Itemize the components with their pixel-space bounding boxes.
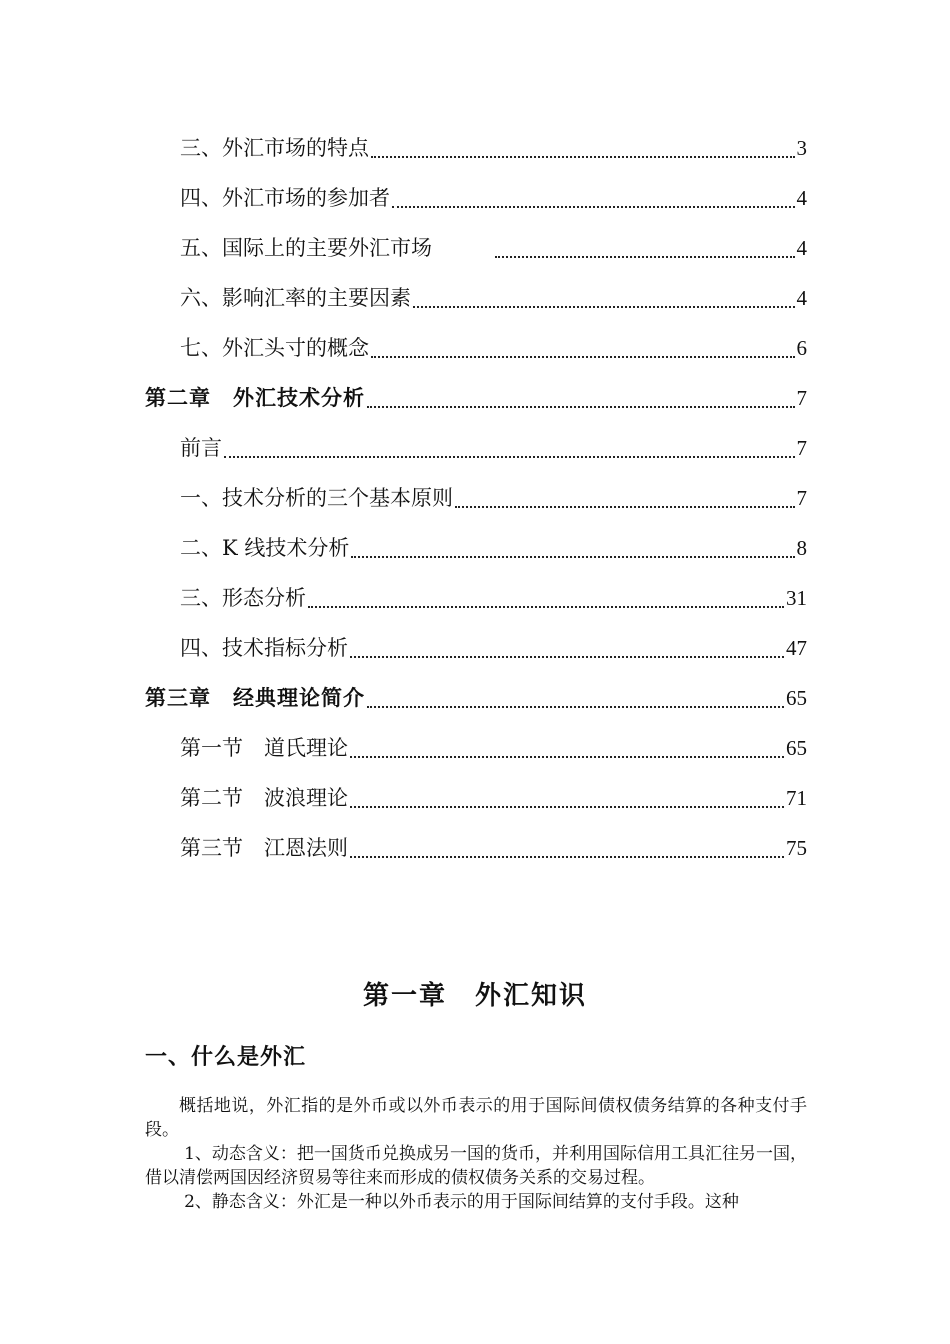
- toc-entry-label: 三、外汇市场的特点: [180, 136, 369, 160]
- toc-entry-label: 前言: [180, 436, 222, 460]
- toc-entry-page: 71: [786, 786, 807, 810]
- toc-entry-page: 4: [796, 286, 807, 310]
- toc-entry-label: 七、外汇头寸的概念: [180, 336, 369, 360]
- toc-entry-label: 第三章 经典理论简介: [145, 685, 365, 710]
- toc-leader-dots: [413, 305, 795, 308]
- toc-entry-page: 4: [796, 236, 807, 260]
- toc-leader-dots: [367, 405, 795, 408]
- toc-leader-dots: [367, 705, 784, 708]
- toc-leader-dots: [495, 255, 795, 258]
- toc-leader-dots: [224, 455, 795, 458]
- toc-entry[interactable]: [145, 328, 807, 368]
- toc-leader-dots: [308, 605, 784, 608]
- toc-leader-dots: [350, 855, 784, 858]
- toc-entry-page: 47: [786, 636, 807, 660]
- toc-entry[interactable]: [145, 828, 807, 868]
- toc-leader-dots: [371, 355, 795, 358]
- toc-chapter-entry[interactable]: [145, 378, 807, 418]
- toc-entry-label: 三、形态分析: [180, 586, 306, 610]
- toc-entry-page: 65: [786, 686, 807, 710]
- toc-entry-page: 65: [786, 736, 807, 760]
- paragraph: 1、动态含义：把一国货币兑换成另一国的货币，并利用国际信用工具汇往另一国，借以清偿两国因经济贸易等往来而形成的债权债务关系的交易过程。: [145, 1144, 807, 1188]
- toc-entry[interactable]: [145, 728, 807, 768]
- toc-entry-page: 4: [796, 186, 807, 210]
- section-heading: 一、什么是外汇: [145, 1044, 307, 1070]
- toc-entry-label: 六、影响汇率的主要因素: [180, 286, 411, 310]
- toc-chapter-entry[interactable]: [145, 678, 807, 718]
- toc-entry-label: 第一节 道氏理论: [180, 736, 348, 760]
- toc-entry[interactable]: [145, 478, 807, 518]
- toc-entry-page: 8: [796, 536, 807, 560]
- toc-entry-label: 四、技术指标分析: [180, 636, 348, 660]
- toc-entry-label: 第三节 江恩法则: [180, 836, 348, 860]
- toc-entry-page: 75: [786, 836, 807, 860]
- toc-entry[interactable]: [145, 228, 807, 268]
- toc-leader-dots: [371, 155, 795, 158]
- toc-leader-dots: [455, 505, 795, 508]
- toc-entry-label: 四、外汇市场的参加者: [180, 186, 390, 210]
- toc-leader-dots: [351, 555, 794, 558]
- toc-entry-page: 7: [796, 486, 807, 510]
- toc-leader-dots: [350, 655, 784, 658]
- toc-entry-page: 3: [796, 136, 807, 160]
- toc-entry-label: 五、国际上的主要外汇市场: [180, 236, 453, 260]
- toc-entry-label: 第二节 波浪理论: [180, 786, 348, 810]
- paragraph: 2、静态含义：外汇是一种以外币表示的用于国际间结算的支付手段。这种: [184, 1192, 739, 1212]
- toc-entry[interactable]: [145, 528, 807, 568]
- toc-entry[interactable]: [145, 628, 807, 668]
- toc-entry[interactable]: [145, 778, 807, 818]
- body-text: [145, 1094, 807, 1214]
- toc-entry[interactable]: [145, 578, 807, 618]
- toc-entry-page: 6: [796, 336, 807, 360]
- toc-entry-page: 7: [796, 386, 807, 410]
- toc-entry-label: 一、技术分析的三个基本原则: [180, 486, 453, 510]
- toc-entry[interactable]: [145, 278, 807, 318]
- toc-entry-label: 二、K 线技术分析: [180, 536, 350, 560]
- toc-entry[interactable]: [145, 128, 807, 168]
- toc-leader-dots: [350, 755, 784, 758]
- toc-leader-dots: [392, 205, 795, 208]
- toc-leader-dots: [350, 805, 784, 808]
- chapter-title: 第一章 外汇知识: [362, 981, 587, 1011]
- paragraph: 概括地说，外汇指的是外币或以外币表示的用于国际间债权债务结算的各种支付手段。: [145, 1096, 807, 1140]
- toc-entry-page: 31: [786, 586, 807, 610]
- toc-entry-label: 第二章 外汇技术分析: [145, 385, 365, 410]
- toc-entry[interactable]: [145, 428, 807, 468]
- toc-entry[interactable]: [145, 178, 807, 218]
- toc-entry-page: 7: [796, 436, 807, 460]
